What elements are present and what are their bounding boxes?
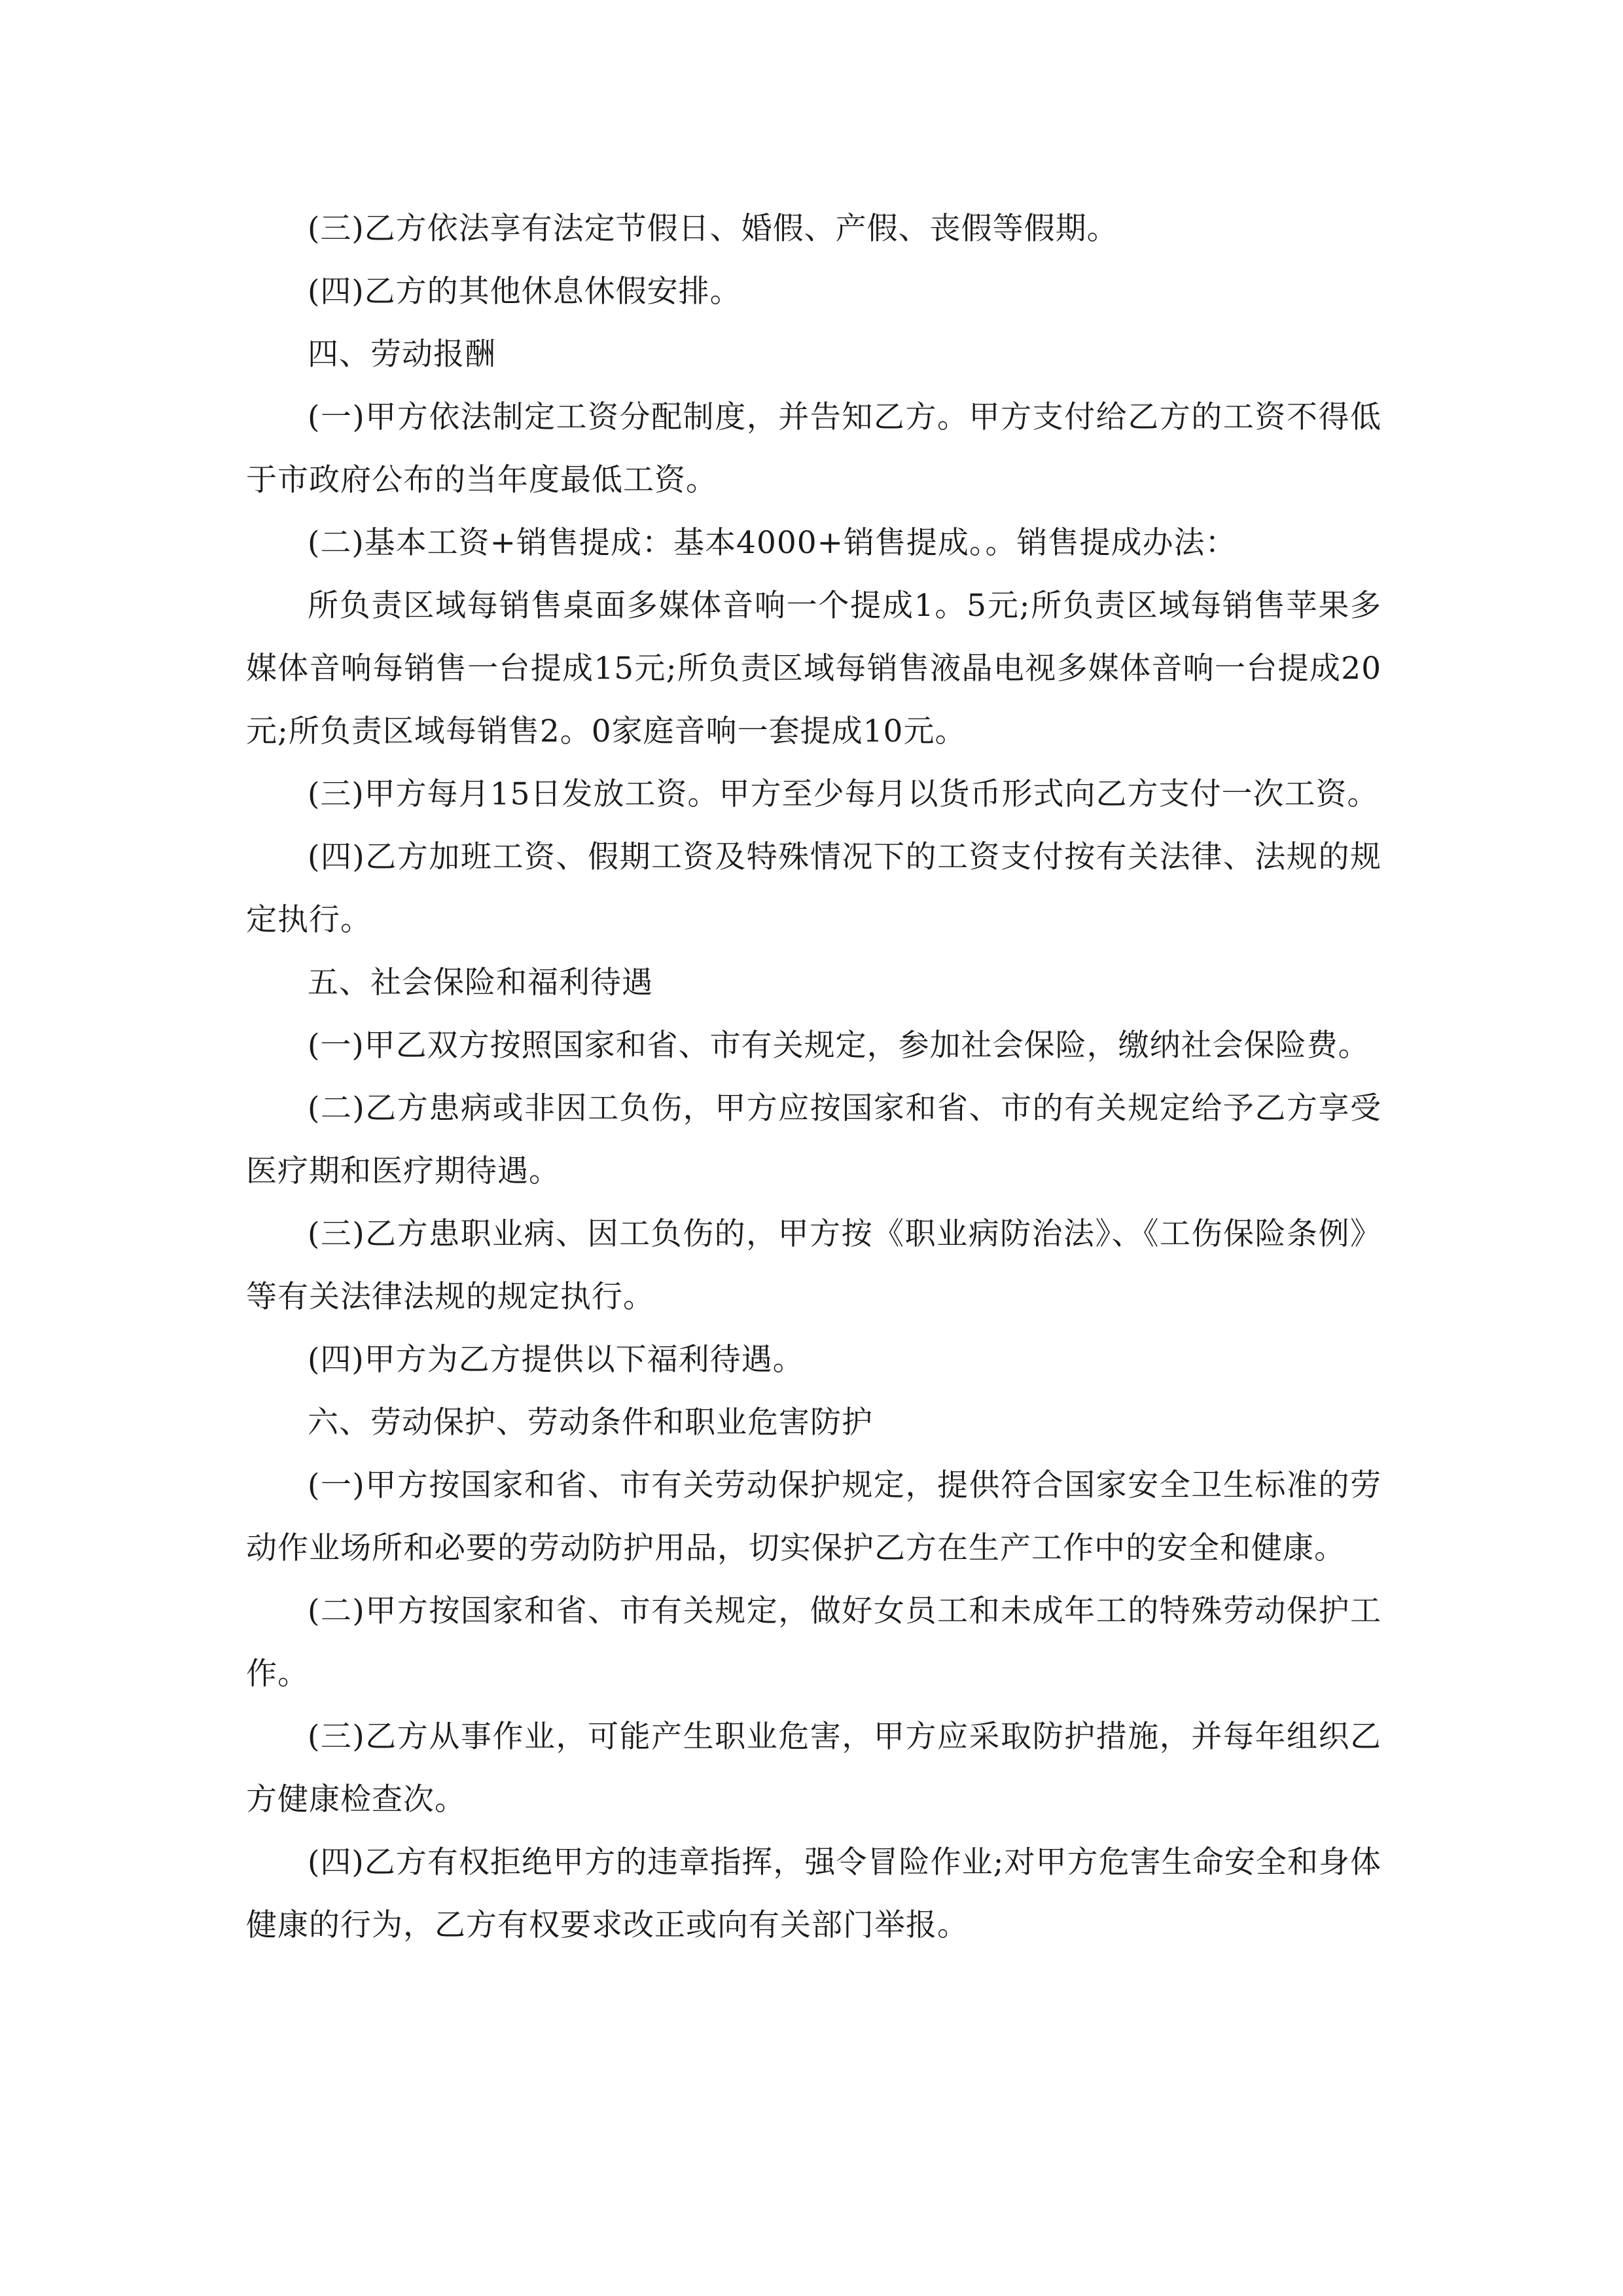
paragraph-commission-rules: 所负责区域每销售桌面多媒体音响一个提成1。5元;所负责区域每销售苹果多媒体音响每销售一台提成15元;所负责区域每销售液晶电视多媒体音响一台提成20元;所负责区域每销售2。0家庭音响一套提成10元。 [246,588,1382,749]
section-heading-remuneration: 四、劳动报酬 [308,336,496,372]
paragraph-wage-system: (一)甲方依法制定工资分配制度，并告知乙方。甲方支付给乙方的工资不得低于市政府公布的当年度最低工资。 [246,399,1382,498]
section-heading-labor-protection: 六、劳动保护、劳动条件和职业危害防护 [308,1405,873,1441]
paragraph-occupational-injury: (三)乙方患职业病、因工负伤的，甲方按《职业病防治法》、《工伤保险条例》等有关法律法规的规定执行。 [246,1216,1382,1315]
document-body [246,198,1382,1957]
paragraph-benefits: (四)甲方为乙方提供以下福利待遇。 [308,1342,804,1378]
paragraph-overtime-pay: (四)乙方加班工资、假期工资及特殊情况下的工资支付按有关法律、法规的规定执行。 [246,839,1382,938]
section-heading-social-insurance: 五、社会保险和福利待遇 [308,965,653,1001]
paragraph-health-check: (三)乙方从事作业，可能产生职业危害，甲方应采取防护措施，并每年组织乙方健康检查次。 [246,1719,1382,1818]
paragraph-special-protection: (二)甲方按国家和省、市有关规定，做好女员工和未成年工的特殊劳动保护工作。 [246,1593,1382,1692]
paragraph-sick-leave: (二)乙方患病或非因工负伤，甲方应按国家和省、市的有关规定给予乙方享受医疗期和医疗期待遇。 [246,1090,1382,1189]
paragraph-insurance-participation: (一)甲乙双方按照国家和省、市有关规定，参加社会保险，缴纳社会保险费。 [308,1028,1370,1064]
paragraph-safety-standards: (一)甲方按国家和省、市有关劳动保护规定，提供符合国家安全卫生标准的劳动作业场所和必要的劳动防护用品，切实保护乙方在生产工作中的安全和健康。 [246,1467,1382,1566]
paragraph-payday: (三)甲方每月15日发放工资。甲方至少每月以货币形式向乙方支付一次工资。 [308,776,1379,812]
paragraph-base-salary: (二)基本工资+销售提成：基本4000+销售提成。。销售提成办法： [308,525,1237,561]
paragraph-other-rest: (四)乙方的其他休息休假安排。 [308,274,741,310]
paragraph-holiday-leave: (三)乙方依法享有法定节假日、婚假、产假、丧假等假期。 [308,211,1118,247]
paragraph-right-to-refuse: (四)乙方有权拒绝甲方的违章指挥，强令冒险作业;对甲方危害生命安全和身体健康的行为，乙方有权要求改正或向有关部门举报。 [246,1844,1382,1943]
